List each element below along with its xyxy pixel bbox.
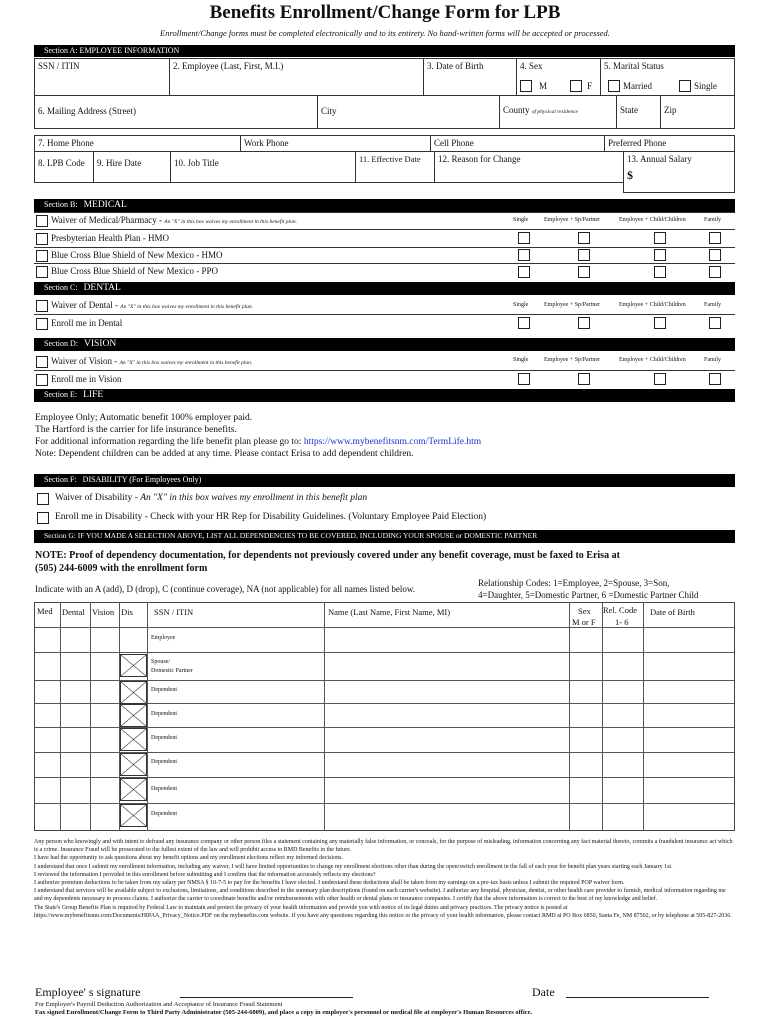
life-line-4: Note: Dependent children can be added at any time. Please contact Erisa to add dependent children.: [35, 449, 414, 459]
plan1-child-checkbox[interactable]: [654, 232, 666, 244]
col-med: Med: [37, 606, 53, 616]
city-field[interactable]: [317, 95, 500, 129]
dental-col-child: Employee + Child/Children: [619, 302, 686, 308]
employee-name-field[interactable]: [169, 58, 424, 96]
medical-plan-2-checkbox[interactable]: [36, 250, 48, 262]
section-b-header: [34, 199, 735, 212]
section-e-header: [34, 389, 735, 402]
ssn-label: SSN / ITIN: [38, 61, 80, 71]
hire-date-field[interactable]: [93, 151, 171, 183]
section-c-prefix: Section C:: [44, 283, 78, 292]
med-col-child: Employee + Child/Children: [619, 217, 686, 223]
plan3-child-checkbox[interactable]: [654, 266, 666, 278]
medical-waiver-note: An "X" in this box waives my enrollment in this benefit plan.: [164, 219, 297, 225]
medical-plan-2: Blue Cross Blue Shield of New Mexico - HMO: [51, 250, 223, 260]
legal-paragraph: I authorize premium deductions to be taken from my salary per NMSA § 10-7-5 to pay for the benefits I have elected. I understand these deductions shall be taken from my earnings on a pre-tax basis unless I submit the required POP waiver form.: [34, 880, 625, 887]
dental-col-family: Family: [704, 302, 722, 308]
job-title-label: 10. Job Title: [174, 158, 219, 168]
disability-enroll-label: Enroll me in Disability - Check with your HR Rep for Disability Guidelines. (Voluntary Employee Paid Election): [55, 512, 487, 522]
section-e-title: LIFE: [83, 390, 104, 400]
dental-col-sp: Employee + Sp/Partner: [544, 302, 601, 308]
life-line-1: Employee Only; Automatic benefit 100% employer paid.: [35, 413, 253, 423]
section-d-prefix: Section D:: [44, 339, 78, 348]
dis-crossed-box: [120, 804, 147, 827]
cell-phone-field[interactable]: [430, 135, 605, 152]
single-label: Single: [694, 81, 718, 91]
reason-label: 12. Reason for Change: [438, 154, 521, 164]
work-phone-field[interactable]: [240, 135, 431, 152]
legal-paragraph: I understand that services will be available subject to exclusions, limitations, and conditions described in the summary plan descriptions (found on each carrier's website). I authorize any hospital, physician, dentist, or other health care provider to furnish, medical information regarding me and my dependents necessary to process claims. I authorize the carrier to coordinate benefits and/or reimbursements with other health or dental plans or insurance companies. I certify that the above information is correct to the best of my knowledge and belief.: [34, 888, 726, 903]
vision-col-family: Family: [704, 357, 722, 363]
dental-waiver-label: Waiver of Dental -: [51, 300, 118, 310]
col-rel-1: Rel. Code: [603, 605, 637, 615]
life-line-3: [35, 437, 481, 447]
marital-label: 5. Marital Status: [604, 61, 664, 71]
col-dob: Date of Birth: [650, 607, 695, 617]
life-line-3-text: For additional information regarding the life benefit plan please go to:: [35, 437, 302, 447]
medical-plan-3-checkbox[interactable]: [36, 266, 48, 278]
dental-child-checkbox[interactable]: [654, 317, 666, 329]
col-rel-2: 1- 6: [615, 617, 629, 627]
legal-statements: [34, 838, 735, 920]
dob-field[interactable]: [423, 58, 517, 96]
dental-waiver-checkbox[interactable]: [36, 300, 48, 312]
plan3-family-checkbox[interactable]: [709, 266, 721, 278]
vision-child-checkbox[interactable]: [654, 373, 666, 385]
relationship-codes-1: Relationship Codes: 1=Employee, 2=Spouse, 3=Son,: [478, 578, 670, 588]
vision-col-child: Employee + Child/Children: [619, 357, 686, 363]
dollar-sign: $: [627, 168, 633, 182]
section-c-title: DENTAL: [83, 283, 121, 293]
section-d-title: VISION: [84, 339, 117, 349]
married-checkbox[interactable]: [608, 80, 620, 92]
sex-m-label: M: [539, 81, 548, 91]
legal-paragraph: The State's Group Benefits Plan is required by Federal Law to maintain and protect the privacy of your health information and provide you with notice of its legal duties and privacy practices. The privacy notice is posted at https://www.mybenefitsnm.com/Documents/HIPAA_Privacy_Notice.PDF on the mybenefits.com website. If you have any questions regarding this notice or the privacy of your health information, please contact RMD at PO Box 6850, Santa Fe, NM 87502, or by telephone at 505-827-2036.: [34, 904, 732, 919]
vision-enroll-checkbox[interactable]: [36, 374, 48, 386]
zip-field[interactable]: [660, 95, 735, 129]
signature-label: Employee' s signature: [35, 985, 141, 999]
reason-field[interactable]: [434, 151, 624, 183]
lpb-code-field[interactable]: [34, 151, 94, 183]
row-employee-label: Employee: [151, 635, 176, 641]
row-dependent-4: Dependent: [151, 759, 177, 765]
effective-date-label: 11. Effective Date: [359, 154, 421, 164]
form-title: Benefits Enrollment/Change Form for LPB: [209, 2, 561, 23]
sex-f-checkbox[interactable]: [570, 80, 582, 92]
preferred-phone-label: Preferred Phone: [608, 138, 667, 148]
footer-line-1: For Employer's Payroll Deduction Authorization and Acceptance of Insurance Fraud Statement: [35, 1001, 283, 1008]
salary-field[interactable]: [623, 151, 735, 193]
row-dependent-5: Dependent: [151, 786, 177, 792]
effective-date-field[interactable]: [355, 151, 435, 183]
section-f-title: DISABILITY (For Employees Only): [82, 475, 202, 484]
county-label: County: [503, 105, 530, 115]
col-sex-2: M or F: [572, 617, 596, 627]
legal-paragraph: I reviewed the information I provided in this enrollment before submitting and I confirm that the information accurately reflects my elections?: [34, 871, 376, 878]
row-spouse-label: Spouse/: [151, 659, 171, 665]
preferred-phone-field[interactable]: [604, 135, 735, 152]
sex-f-label: F: [587, 81, 593, 91]
section-d-header: [34, 338, 735, 351]
plan2-family-checkbox[interactable]: [709, 249, 721, 261]
dental-single-checkbox[interactable]: [518, 317, 530, 329]
dental-waiver-text: [51, 300, 253, 310]
section-e-prefix: Section E:: [44, 390, 78, 399]
dental-family-checkbox[interactable]: [709, 317, 721, 329]
dependency-note-2: (505) 244-6009 with the enrollment form: [35, 563, 208, 574]
dis-crossed-box: [120, 778, 147, 801]
section-a-header: Section A: EMPLOYEE INFORMATION: [34, 45, 735, 57]
section-f-prefix: Section F:: [44, 475, 77, 484]
city-label: City: [321, 106, 337, 116]
dental-col-single: Single: [513, 302, 529, 308]
vision-waiver-checkbox[interactable]: [36, 356, 48, 368]
vision-col-sp: Employee + Sp/Partner: [544, 357, 601, 363]
vision-waiver-note: An "X" in this box waives my enrollment in this benefit plan.: [119, 360, 253, 366]
plan1-single-checkbox[interactable]: [518, 232, 530, 244]
section-b-title: MEDICAL: [83, 200, 127, 210]
dis-crossed-box: [120, 753, 147, 776]
vision-waiver-label: Waiver of Vision -: [51, 356, 118, 366]
dis-crossed-box: [120, 704, 147, 727]
employee-name-label: 2. Employee (Last, First, M.I.): [173, 61, 284, 71]
section-c-header: [34, 282, 735, 295]
dental-sp-checkbox[interactable]: [578, 317, 590, 329]
col-dis: Dis: [121, 607, 133, 617]
vision-sp-checkbox[interactable]: [578, 373, 590, 385]
med-col-sp: Employee + Sp/Partner: [544, 217, 601, 223]
sex-m-checkbox[interactable]: [520, 80, 532, 92]
section-g-header: Section G: IF YOU MADE A SELECTION ABOVE, LIST ALL DEPENDENCIES TO BE COVERED, INCLUDING YOUR SPOUSE or DOMESTIC PARTNER: [34, 530, 735, 543]
legal-paragraph: I have had the opportunity to ask questions about my benefit options and my enrollment elections reflect my informed decisions.: [34, 855, 343, 862]
section-b-prefix: Section B:: [44, 200, 78, 209]
dental-enroll-label: Enroll me in Dental: [51, 318, 123, 328]
col-vision: Vision: [92, 607, 115, 617]
med-col-single: Single: [513, 217, 529, 223]
married-label: Married: [623, 81, 652, 91]
row-dependent-2: Dependent: [151, 711, 177, 717]
medical-waiver-checkbox[interactable]: [36, 215, 48, 227]
county-field[interactable]: [499, 95, 617, 129]
plan1-family-checkbox[interactable]: [709, 232, 721, 244]
col-dental: Dental: [62, 607, 85, 617]
form-subtitle: Enrollment/Change forms must be completed electronically and to its entirety. No hand-written forms will be accepted or processed.: [160, 28, 610, 38]
row-dependent-6: Dependent: [151, 811, 177, 817]
legal-paragraph: Any person who knowingly and with intent to defraud any insurance company or other person files a statement containing any materially false information, or conceals, for the purpose of misleading, information concerning any fact material thereto, commits a fraudulent insurance act which is a crime. Insurance Fraud will be prosecuted to the fullest extent of the law and will prohibit access to RMD Benefits in the future.: [34, 839, 733, 854]
footer-line-2: Fax signed Enrollment/Change Form to Third Party Administrator (505-244-6009), and place a copy in employee's personnel or medical file at employer's Human Resources office.: [35, 1009, 533, 1016]
dental-waiver-note: An "X" in this box waives my enrollment in this benefit plan.: [120, 304, 253, 310]
vision-col-single: Single: [513, 357, 529, 363]
cell-phone-label: Cell Phone: [434, 138, 474, 148]
mailing-address-field[interactable]: [34, 95, 318, 129]
life-line-2: The Hartford is the carrier for life insurance benefits.: [35, 425, 237, 435]
hire-date-label: 9. Hire Date: [97, 158, 142, 168]
col-name: Name (Last Name, First Name, MI): [328, 607, 451, 617]
med-col-family: Family: [704, 217, 722, 223]
plan2-sp-checkbox[interactable]: [578, 249, 590, 261]
ssn-field[interactable]: [34, 58, 170, 96]
vision-family-checkbox[interactable]: [709, 373, 721, 385]
plan3-sp-checkbox[interactable]: [578, 266, 590, 278]
plan2-single-checkbox[interactable]: [518, 249, 530, 261]
job-title-field[interactable]: [170, 151, 356, 183]
vision-single-checkbox[interactable]: [518, 373, 530, 385]
home-phone-field[interactable]: [34, 135, 241, 152]
row-dependent-3: Dependent: [151, 735, 177, 741]
relationship-codes-2: 4=Daughter, 5=Domestic Partner, 6 =Domestic Partner Child: [478, 590, 699, 600]
disability-waiver-checkbox[interactable]: [37, 493, 49, 505]
legal-paragraph: I understand that once I submit my enrollment information, including any waiver, I will have limited opportunities to change my enrollment elections other than during the open/switch enrollment in the fall of each year for benefit plan years starting each January 1st.: [34, 863, 673, 870]
disability-waiver-note: An "X" in this box waives my enrollment in this benefit plan: [140, 493, 368, 503]
dis-crossed-box: [120, 681, 147, 704]
single-checkbox[interactable]: [679, 80, 691, 92]
dependency-note-1: NOTE: Proof of dependency documentation, for dependents not previously covered under any benefit coverage, must be faxed to Erisa at: [35, 550, 620, 561]
indicate-instructions: Indicate with an A (add), D (drop), C (continue coverage), NA (not applicable) for all names listed below.: [35, 584, 416, 594]
plan1-sp-checkbox[interactable]: [578, 232, 590, 244]
home-phone-label: 7. Home Phone: [38, 138, 94, 148]
mailing-address-label: 6. Mailing Address (Street): [38, 106, 136, 116]
state-field[interactable]: [616, 95, 661, 129]
sex-label: 4. Sex: [520, 61, 543, 71]
life-link[interactable]: https://www.mybenefitsnm.com/TermLife.htm: [303, 437, 482, 447]
col-ssn: SSN / ITIN: [154, 607, 194, 617]
plan3-single-checkbox[interactable]: [518, 266, 530, 278]
zip-label: Zip: [664, 105, 677, 115]
date-line[interactable]: [566, 997, 709, 998]
date-label: Date: [532, 985, 555, 999]
disability-enroll-checkbox[interactable]: [37, 512, 49, 524]
row-dependent-1: Dependent: [151, 687, 177, 693]
medical-waiver-text: [51, 215, 297, 225]
work-phone-label: Work Phone: [244, 138, 289, 148]
disability-waiver-text: [55, 493, 367, 503]
vision-waiver-text: [51, 356, 252, 366]
dental-enroll-checkbox[interactable]: [36, 318, 48, 330]
dob-label: 3. Date of Birth: [427, 61, 484, 71]
state-label: State: [620, 105, 638, 115]
plan2-child-checkbox[interactable]: [654, 249, 666, 261]
medical-waiver-label: Waiver of Medical/Pharmacy -: [51, 215, 162, 225]
col-sex-1: Sex: [578, 606, 591, 616]
section-f-header: [34, 474, 735, 487]
salary-label: 13. Annual Salary: [627, 154, 692, 164]
signature-line[interactable]: [180, 997, 353, 998]
medical-plan-1: Presbyterian Health Plan - HMO: [51, 233, 169, 243]
dis-crossed-box: [120, 654, 147, 677]
vision-enroll-label: Enroll me in Vision: [51, 374, 122, 384]
disability-waiver-label: Waiver of Disability -: [55, 493, 138, 503]
county-note: of physical residence: [531, 109, 578, 115]
lpb-code-label: 8. LPB Code: [38, 158, 85, 168]
row-spouse-label-2: Domestic Partner: [151, 668, 193, 674]
medical-plan-3: Blue Cross Blue Shield of New Mexico - PPO: [51, 266, 218, 276]
medical-plan-1-checkbox[interactable]: [36, 233, 48, 245]
dis-crossed-box: [120, 728, 147, 751]
